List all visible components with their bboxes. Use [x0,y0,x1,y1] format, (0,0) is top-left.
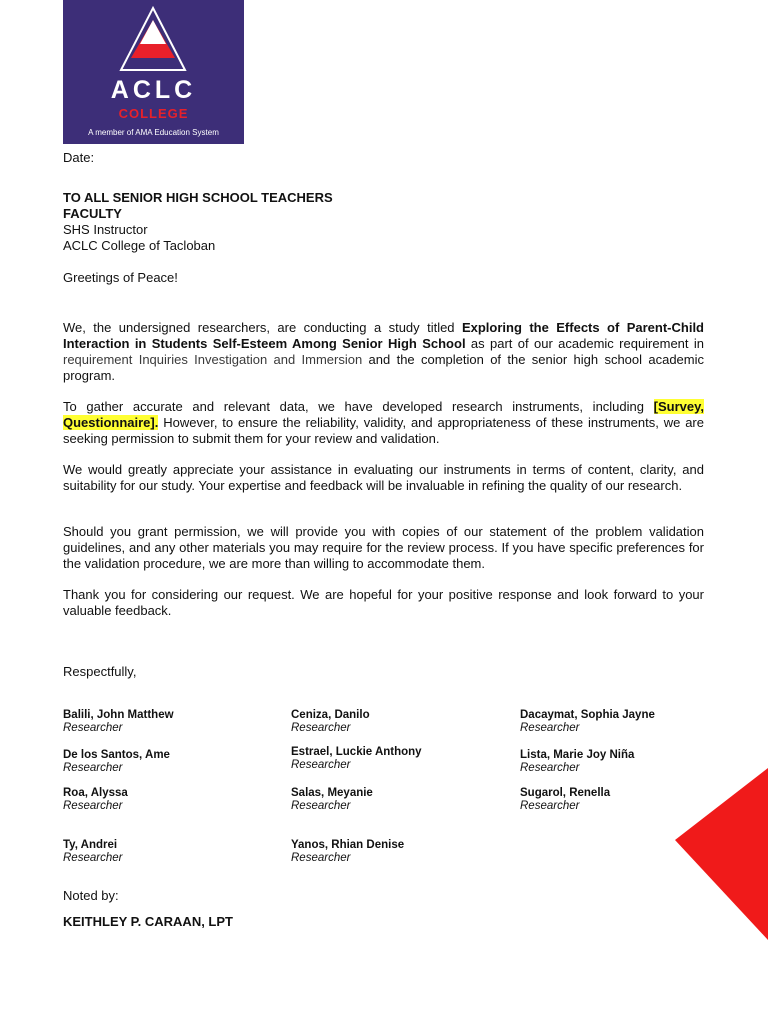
signatory [291,709,370,735]
paragraph-3: We would greatly appreciate your assistance in evaluating our instruments in terms of content, clarity, and suitability for our study. Your expertise and feedback will be invaluable in refining the quality of our research. [63,462,704,493]
signatory [291,746,422,772]
signatory-name: Sugarol, Renella [520,787,611,799]
paragraph-2 [63,399,704,447]
paragraph-4: Should you grant permission, we will provide you with copies of our statement of the problem validation guidelines, and any other materials you may require for the review process. If you have specific preferences for the validation procedure, we are more than willing to accommodate them. [63,524,704,571]
signatory-role: Researcher [63,800,123,812]
signatory-role: Researcher [291,800,351,812]
para1-end: and the completion of the senior high school academic program. [63,352,705,383]
recipient-line-2: FACULTY [63,206,122,221]
study-title: Exploring the Effects of Parent-Child Interaction in Students Self-Esteem Among Senior High School [63,320,704,351]
signatory-name: Ceniza, Danilo [291,709,370,721]
logo-member-text: A member of AMA Education System [88,128,219,137]
recipient-line-3: SHS Instructor [63,222,148,237]
recipient-line-1: TO ALL SENIOR HIGH SCHOOL TEACHERS [63,190,333,205]
noted-by-label: Noted by: [63,888,119,903]
signatory [63,749,170,775]
signatory [291,787,373,813]
signatory-role: Researcher [520,762,580,774]
signatory-role: Researcher [63,852,123,864]
signatory-name: Lista, Marie Joy Niña [520,749,635,761]
recipient-block [63,190,704,254]
logo-college-text: COLLEGE [118,106,189,121]
signatory-role: Researcher [291,722,351,734]
signatory [520,787,610,813]
greeting: Greetings of Peace! [63,270,178,285]
signatory [520,709,655,735]
signatory-role: Researcher [291,852,351,864]
signatory-name: Roa, Alyssa [63,787,128,799]
signatory-name: Balili, John Matthew [63,709,174,721]
signatory-role: Researcher [520,800,580,812]
signatory-role: Researcher [63,722,123,734]
signatory-name: Estrael, Luckie Anthony [291,746,422,758]
paragraph-5: Thank you for considering our request. We are hopeful for your positive response and look forward to your valuable feedback. [63,587,704,618]
closing: Respectfully, [63,664,137,679]
signatory-role: Researcher [291,759,351,771]
signatory-role: Researcher [63,762,123,774]
aclc-college-logo [63,0,244,144]
signatory [63,839,122,865]
signatory-name: Ty, Andrei [63,839,118,851]
signatory [63,787,128,813]
signatory-role: Researcher [520,722,580,734]
date-label: Date: [63,150,95,165]
noter-name: KEITHLEY P. CARAAN, LPT [63,914,233,929]
signatory [63,709,174,735]
paragraph-1 [63,320,704,384]
signatory [520,749,634,775]
logo-emblem-icon [63,0,244,144]
para1-mid: as part of our academic requirement in [465,336,705,351]
red-triangle-decoration [655,760,768,950]
para2-intro: To gather accurate and relevant data, we have developed research instruments, including [63,399,654,414]
signatory-name: Yanos, Rhian Denise [291,839,405,851]
signatory-name: De los Santos, Ame [63,749,170,761]
para2-end: However, to ensure the reliability, validity, and appropriateness of these instruments, we are seeking permission to submit them for your review and validation. [63,415,704,446]
instruments-highlight: [Survey, Questionnaire]. [63,399,704,430]
signatory-name: Dacaymat, Sophia Jayne [520,709,655,721]
course-name: requirement Inquiries Investigation and Immersion [63,352,363,367]
signatory-name: Salas, Meyanie [291,787,373,799]
recipient-line-4: ACLC College of Tacloban [63,238,216,253]
signatory [291,839,404,865]
para1-intro: We, the undersigned researchers, are conducting a study titled [63,320,462,335]
logo-aclc-text: ACLC [110,76,197,104]
